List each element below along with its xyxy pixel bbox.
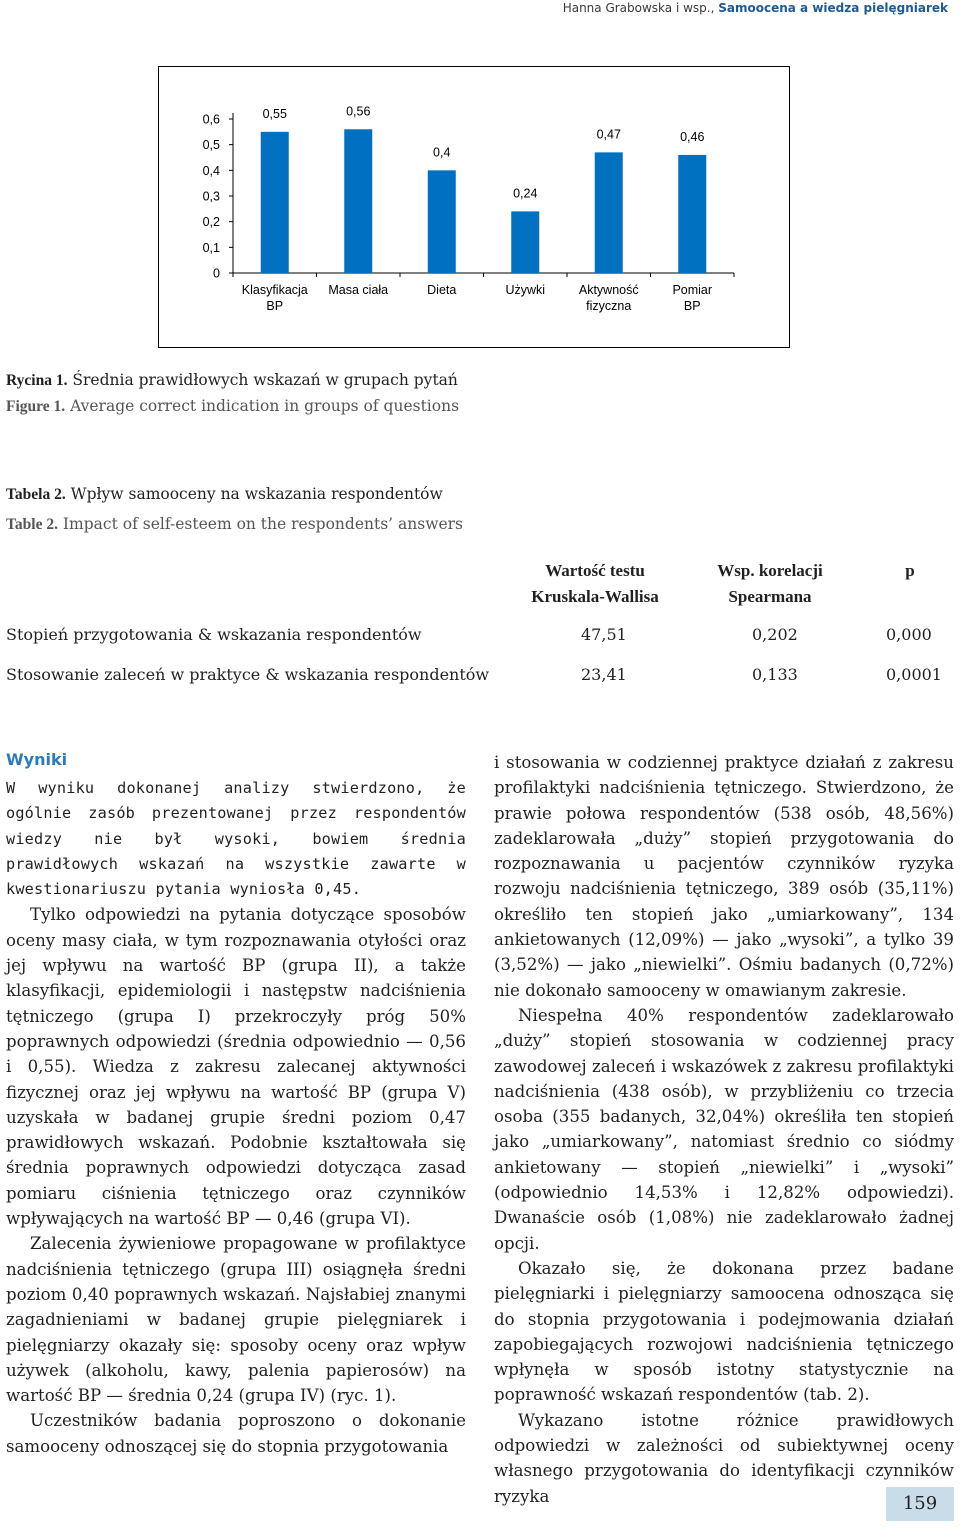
header-authors: Hanna Grabowska i wsp., [562,1,715,15]
table-header-p [880,558,940,584]
header-title: Samoocena a wiedza pielęgniarek [718,1,948,15]
bar-value-label: 0,56 [346,104,371,119]
bar [511,211,539,273]
x-category-label: BP [683,299,701,313]
y-tick-label: 0 [213,266,220,281]
bar [678,155,706,273]
paragraph: Niespełna 40% respondentów zadeklarowało „duży” stopień stosowania w codziennej pracy zawodowej zaleceń i wskazówek z zakresu profilaktyki nadciśnienia (438 osób), w przybliżeniu co trzecia osoba (355 badanych, 32,04%) określiła ten stopień jako „umiarkowany”, natomiast średnio co siódmy ankietowany — stopień „niewielki” i „wysoki” (odpowiednio 14,53% i 12,82% odpowiedzi). Dwanaście osób (1,08%) nie zadeklarowało żadnej opcji. [494,1005,954,1253]
x-category-label: Masa ciała [328,283,389,297]
y-tick-label: 0,4 [202,163,220,178]
x-category-label: Klasyfikacja [241,283,308,297]
paragraph: Zalecenia żywieniowe propagowane w profilaktyce nadciśnienia tętniczego (grupa III) osiągnęła średni poziom 0,40 poprawnych wskazań. Najsłabiej znanymi zagadnieniami w badanej grupie pielęgniarek i pielęgniarzy okazały się: sposoby oceny oraz wpływ używek (alkoholu, kawy, palenia papierosów) na wartość BP — średnia 0,24 (grupa IV) (ryc. 1). [6,1234,466,1406]
table-header-rho-line2: Spearmana [728,587,812,606]
table-header-rho-line1: Wsp. korelacji [717,561,823,580]
bar [595,152,623,273]
right-column [494,750,954,1509]
table-cell-p: 0,000 [886,625,932,644]
figure-text-pl: Średnia prawidłowych wskazań w grupach pytań [72,371,458,389]
bar-value-label: 0,46 [680,129,705,144]
bar-value-label: 0,24 [513,186,538,201]
running-header [0,0,948,20]
table-row [6,622,940,648]
y-tick-label: 0,2 [202,215,220,230]
y-tick-label: 0,6 [202,112,220,127]
figure-caption-en [6,396,459,417]
table-caption-en [6,514,463,535]
bar-chart-frame [158,66,790,348]
paragraph: Uczestników badania poproszono o dokonanie samooceny odnoszącej się do stopnia przygotowania [6,1411,466,1456]
y-tick-label: 0,3 [202,189,220,204]
y-tick-label: 0,1 [202,240,220,255]
bar-value-label: 0,55 [262,106,287,121]
table-header-rho [690,558,850,610]
figure-label-en: Figure 1. [6,398,66,415]
y-tick-label: 0,5 [202,138,220,153]
x-category-label: fizyczna [586,299,632,313]
bar-value-label: 0,4 [433,145,451,160]
table-row-label: Stosowanie zaleceń w praktyce & wskazania respondentów [6,665,490,684]
table-header-kw-line1: Wartość testu [545,561,645,580]
bar [428,170,456,273]
bar-value-label: 0,47 [596,127,621,142]
section-title-results: Wyniki [6,750,68,769]
table-cell-kw: 47,51 [581,625,627,644]
paragraph: W wyniku dokonanej analizy stwierdzono, że ogólnie zasób prezentowanej przez respondentów wiedzy nie był wysoki, bowiem średnia prawidłowych wskazań na wszystkie zawarte w kwestionariuszu pytania wyniosła 0,45. [6,779,466,899]
table-cell-p: 0,0001 [886,665,942,684]
x-category-label: Pomiar [672,283,713,297]
figure-caption-pl [6,370,458,391]
left-column [6,776,466,1459]
figure-text-en: Average correct indication in groups of questions [70,397,460,415]
x-category-label: Dieta [427,283,457,297]
paragraph: Tylko odpowiedzi na pytania dotyczące sposobów oceny masy ciała, w tym rozpoznawania otyłości oraz jej wpływu na wartość BP (grupa II), a także klasyfikacji, epidemiologii i następstw nadciśnienia tętniczego (grupa I) przekroczyły próg 50% poprawnych odpowiedzi (średnia odpowiednio — 0,56 i 0,55). Wiedza z zakresu zalecanej aktywności fizycznej oraz jej wpływu na wartość BP (grupa V) uzyskała w badanej grupie średni poziom 0,47 prawidłowych wskazań. Podobnie kształtowała się średnia poprawnych odpowiedzi dotycząca zasad pomiaru ciśnienia tętniczego oraz czynników wpływających na wartość BP — 0,46 (grupa VI). [6,905,466,1229]
x-category-label: BP [266,299,284,313]
paragraph: Wykazano istotne różnice prawidłowych odpowiedzi w zależności od subiektywnej oceny własnego przygotowania do identyfikacji czynników ryzyka [494,1410,954,1506]
x-category-label: Używki [505,283,546,297]
paragraph: Okazało się, że dokonana przez badane pielęgniarki i pielęgniarzy samoocena odnosząca się do stopnia przygotowania i podejmowania działań zapobiegających rozwojowi nadciśnienia tętniczego wpłynęła w sposób istotny statystycznie na poprawność wskazań respondentów (tab. 2). [494,1258,954,1405]
table-header-kw-line2: Kruskala-Wallisa [531,587,659,606]
page-number: 159 [886,1487,954,1521]
table-text-pl: Wpływ samooceny na wskazania respondentów [70,485,443,503]
table-row-label: Stopień przygotowania & wskazania respondentów [6,625,422,644]
bar-chart [159,67,789,347]
table-label-en: Table 2. [6,516,58,533]
bar [261,132,289,273]
table-header-kw [500,558,690,610]
table-cell-rho: 0,202 [752,625,798,644]
x-category-label: Aktywność [578,283,639,297]
table-text-en: Impact of self-esteem on the respondents’ answers [62,515,463,533]
paragraph: i stosowania w codziennej praktyce działań z zakresu profilaktyki nadciśnienia tętniczego. Stwierdzono, że prawie połowa respondentów (538 osób, 48,56%) zadeklarowała „duży” stopień przygotowania do rozpoznawania u pacjentów czynników ryzyka rozwoju nadciśnienia tętniczego, 389 osób (35,11%) określiło ten stopień jako „umiarkowany”, 134 ankietowanych (12,09%) — jako „wysoki”, a tylko 39 (3,52%) — jako „niewielki”. Ośmiu badanych (0,72%) nie dokonało samooceny w omawianym zakresie. [494,753,954,1000]
table-cell-kw: 23,41 [581,665,627,684]
table-cell-rho: 0,133 [752,665,798,684]
table-caption-pl [6,484,443,505]
figure-label-pl: Rycina 1. [6,372,68,389]
table-label-pl: Tabela 2. [6,486,66,503]
table-row [6,662,940,688]
bar [344,129,372,273]
table-header-p-line1: p [905,561,915,580]
